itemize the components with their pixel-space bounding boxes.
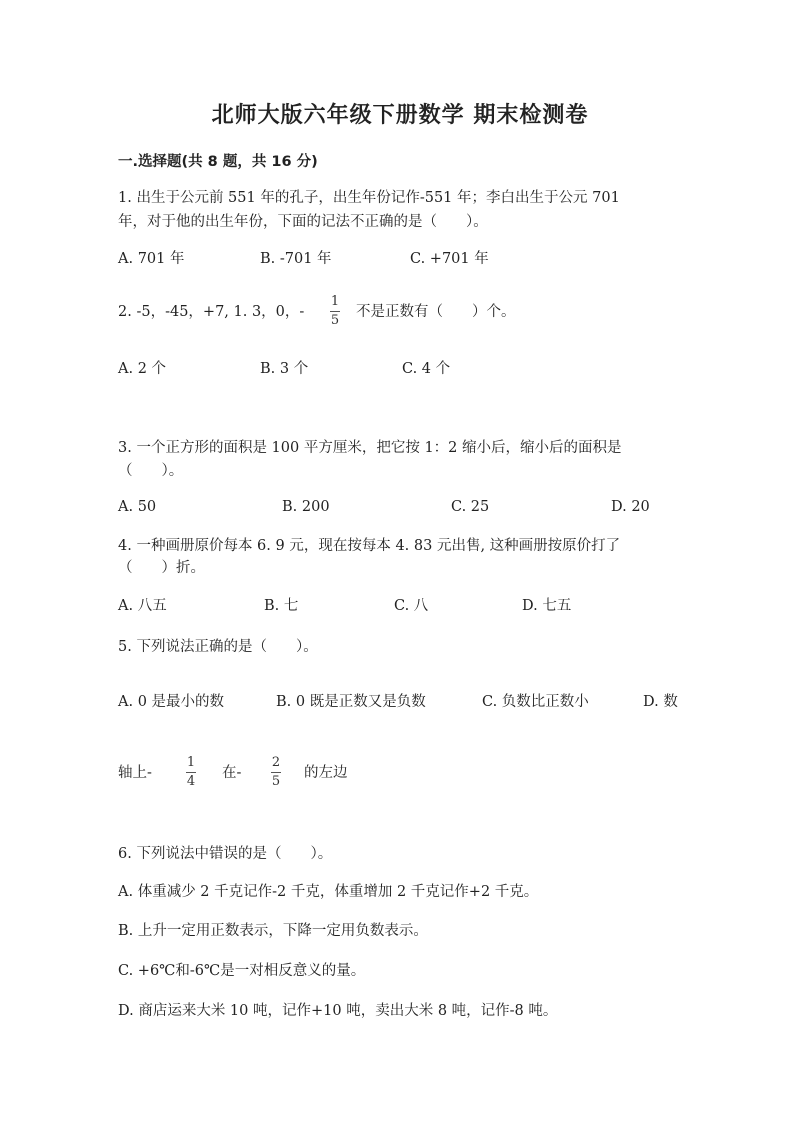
q5-cont-prefix: 轴上- [118,765,152,781]
q2-suffix: 不是正数有（ ）个。 [356,304,516,320]
q4-option-b: B. 七 [264,598,299,614]
fraction-denominator: 5 [271,774,281,789]
section-heading: 一.选择题(共 8 题，共 16 分) [118,154,318,170]
page-title: 北师大版六年级下册数学 期末检测卷 [211,102,589,128]
q4-line2: （ ）折。 [118,560,205,576]
q3-option-c: C. 25 [451,499,490,515]
q2-option-c: C. 4 个 [402,361,451,377]
q4-line1: 4. 一种画册原价每本 6. 9 元，现在按每本 4. 83 元出售, 这种画册按原价打了 [118,538,621,554]
fraction-numerator: 1 [186,755,196,770]
q3-line1: 3. 一个正方形的面积是 100 平方厘米，把它按 1：2 缩小后，缩小后的面积是 [118,440,622,456]
q5-line1: 5. 下列说法正确的是（ ）。 [118,639,318,655]
q5-cont-suffix: 的左边 [304,765,348,781]
q3-line2: （ ）。 [118,463,184,479]
fraction-numerator: 2 [271,755,281,770]
fraction-denominator: 4 [186,774,196,789]
q3-option-d: D. 20 [611,499,650,515]
fraction-bar [330,311,340,312]
q5-option-c: C. 负数比正数小 [482,694,589,710]
q1-line1: 1. 出生于公元前 551 年的孔子，出生年份记作-551 年；李白出生于公元 701 [118,190,620,206]
q6-option-b: B. 上升一定用正数表示，下降一定用负数表示。 [118,923,428,939]
q4-option-c: C. 八 [394,598,429,614]
q6-option-c: C. +6℃和-6℃是一对相反意义的量。 [118,963,366,979]
q5-cont-mid: 在- [222,765,242,781]
q2-option-a: A. 2 个 [118,361,167,377]
q5-fraction-1 [186,756,196,789]
q5-option-b: B. 0 既是正数又是负数 [276,694,426,710]
q6-line1: 6. 下列说法中错误的是（ ）。 [118,846,333,862]
q5-fraction-2 [271,756,281,789]
q1-line2: 年，对于他的出生年份，下面的记法不正确的是（ ）。 [118,214,488,230]
q5-option-a: A. 0 是最小的数 [118,694,225,710]
q6-option-a: A. 体重减少 2 千克记作-2 千克，体重增加 2 千克记作+2 千克。 [118,884,539,900]
fraction-bar [271,772,281,773]
q2-option-b: B. 3 个 [260,361,309,377]
fraction-bar [186,772,196,773]
q3-option-a: A. 50 [118,499,157,515]
q1-option-a: A. 701 年 [118,251,185,267]
q2-prefix: 2. -5，-45，+7, 1. 3，0，- [118,304,305,320]
q4-option-a: A. 八五 [118,598,167,614]
fraction-numerator: 1 [330,294,340,309]
q1-option-b: B. -701 年 [260,251,332,267]
q2-fraction [330,295,340,328]
q6-option-d: D. 商店运来大米 10 吨，记作+10 吨，卖出大米 8 吨，记作-8 吨。 [118,1003,558,1019]
q5-option-d: D. 数 [643,694,678,710]
q3-option-b: B. 200 [282,499,330,515]
fraction-denominator: 5 [330,313,340,328]
q4-option-d: D. 七五 [522,598,572,614]
q1-option-c: C. +701 年 [410,251,489,267]
